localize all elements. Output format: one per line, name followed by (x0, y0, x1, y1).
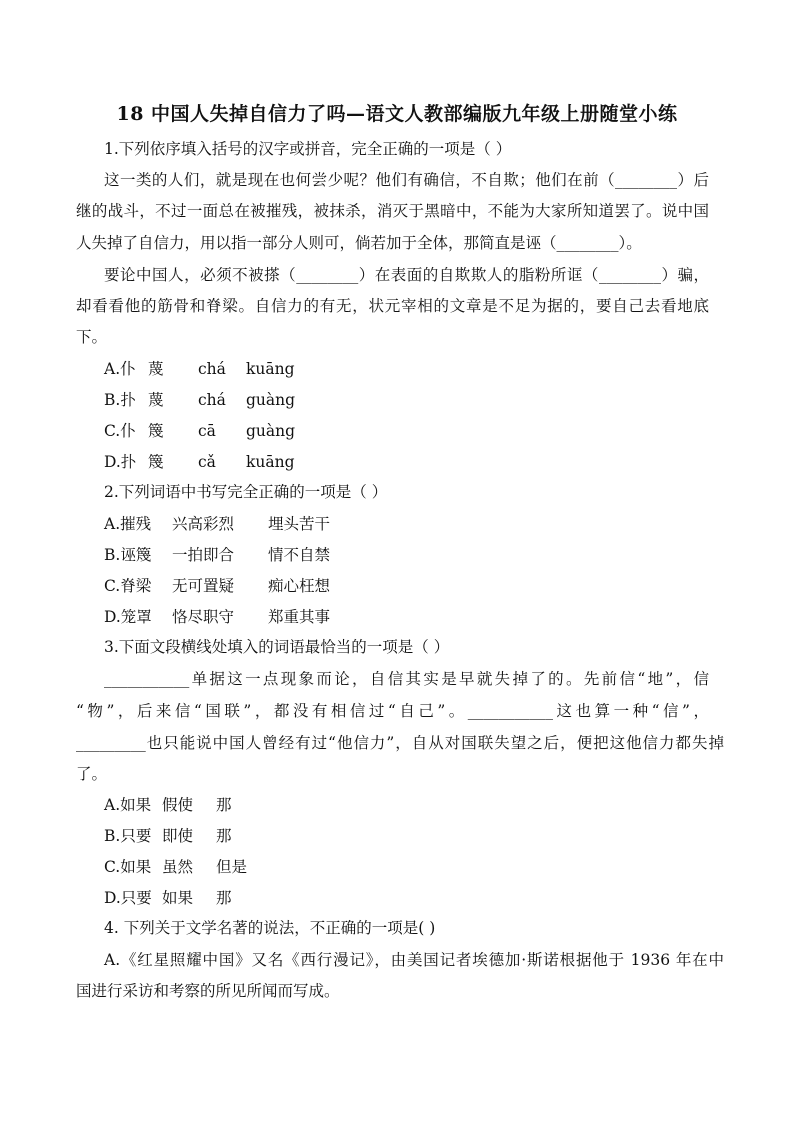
q1-option-c (104, 419, 306, 441)
q4-option-a-line: A.《红星照耀中国》又名《西行漫记》，由美国记者埃德加·斯诺根据他于 1936 年在中 (104, 951, 724, 969)
q1-option-d (104, 450, 306, 472)
option-text: 篾 (148, 453, 164, 471)
option-text: chá (198, 391, 226, 409)
q1-passage-line: 下。 (76, 328, 108, 346)
option-text: A.摧残 (104, 515, 152, 533)
option-text: chá (198, 360, 226, 378)
option-text: 一拍即合 (172, 546, 235, 564)
q3-option-c (104, 855, 247, 877)
option-text: 恪尽职守 (172, 608, 235, 626)
q3-passage-line: “物”，后来信“国联”，都没有相信过“自己”。___________这也算一种“信”， (76, 702, 709, 720)
option-text: D.只要 (104, 889, 152, 907)
q1-passage-line: 人失掉了自信力，用以指一部分人则可，倘若加于全体，那简直是诬（________）。 (76, 234, 642, 252)
q2-option-d (104, 605, 330, 627)
question-1-stem: 1.下列依序填入括号的汉字或拼音，完全正确的一项是（ ） (104, 140, 512, 158)
q1-option-a (104, 357, 306, 379)
option-text: kuāng (246, 453, 295, 471)
option-text: A.如果 (104, 796, 152, 814)
option-text: 蔑 (148, 391, 164, 409)
q1-passage-line: 要论中国人，必须不被搽（________）在表面的自欺欺人的脂粉所诓（________）骗， (104, 266, 709, 284)
option-text: 但是 (216, 858, 248, 876)
q3-passage-line: 了。 (76, 765, 108, 783)
q3-option-d (104, 886, 232, 908)
option-text: 情不自禁 (268, 546, 331, 564)
option-text: D.笼罩 (104, 608, 152, 626)
q3-passage-line: _________也只能说中国人曾经有过“他信力”，自从对国联失望之后，便把这他信力都失掉 (76, 734, 724, 752)
option-text: cā (198, 422, 216, 440)
option-text: 虽然 (162, 858, 194, 876)
q1-passage-line: 继的战斗，不过一面总在被摧残，被抹杀，消灭于黑暗中，不能为大家所知道罢了。说中国 (76, 202, 709, 220)
option-text: kuāng (246, 360, 295, 378)
option-text: cǎ (198, 453, 216, 471)
q1-passage-line: 这一类的人们，就是现在也何尝少呢？他们有确信，不自欺；他们在前（________）后 (104, 171, 709, 189)
option-text: 郑重其事 (268, 608, 331, 626)
option-text: 篾 (148, 422, 164, 440)
q1-option-b (104, 388, 306, 410)
option-text: C.脊梁 (104, 577, 152, 595)
q2-option-b (104, 543, 330, 565)
q2-option-c (104, 574, 330, 596)
q4-option-a-line: 国进行采访和考察的所见所闻而写成。 (76, 982, 340, 1000)
q3-passage-line: ___________单据这一点现象而论，自信其实是早就失掉了的。先前信“地”，信 (104, 670, 709, 688)
q2-option-a (104, 512, 330, 534)
option-text: 如果 (162, 889, 194, 907)
option-text: A.仆 (104, 360, 136, 378)
option-text: 蔑 (148, 360, 164, 378)
question-2-stem: 2.下列词语中书写完全正确的一项是（ ） (104, 483, 388, 501)
page-title: 18 中国人失掉自信力了吗—语文人教部编版九年级上册随堂小练 (116, 103, 678, 125)
option-text: 那 (216, 889, 232, 907)
option-text: 那 (216, 796, 232, 814)
question-3-stem: 3.下面文段横线处填入的词语最恰当的一项是（ ） (104, 638, 450, 656)
q1-passage-line: 却看看他的筋骨和脊梁。自信力的有无，状元宰相的文章是不足为据的，要自己去看地底 (76, 297, 709, 315)
option-text: guàng (246, 422, 296, 440)
option-text: B.扑 (104, 391, 136, 409)
option-text: 即使 (162, 827, 194, 845)
option-text: guàng (246, 391, 296, 409)
question-4-stem: 4. 下列关于文学名著的说法，不正确的一项是( ) (104, 919, 436, 937)
option-text: 无可置疑 (172, 577, 235, 595)
option-text: C.仆 (104, 422, 136, 440)
option-text: D.扑 (104, 453, 137, 471)
q3-option-a (104, 793, 232, 815)
q3-option-b (104, 824, 232, 846)
option-text: B.诬篾 (104, 546, 152, 564)
option-text: C.如果 (104, 858, 152, 876)
option-text: 那 (216, 827, 232, 845)
option-text: B.只要 (104, 827, 152, 845)
option-text: 兴高彩烈 (172, 515, 235, 533)
option-text: 埋头苦干 (268, 515, 331, 533)
option-text: 痴心枉想 (268, 577, 331, 595)
option-text: 假使 (162, 796, 194, 814)
